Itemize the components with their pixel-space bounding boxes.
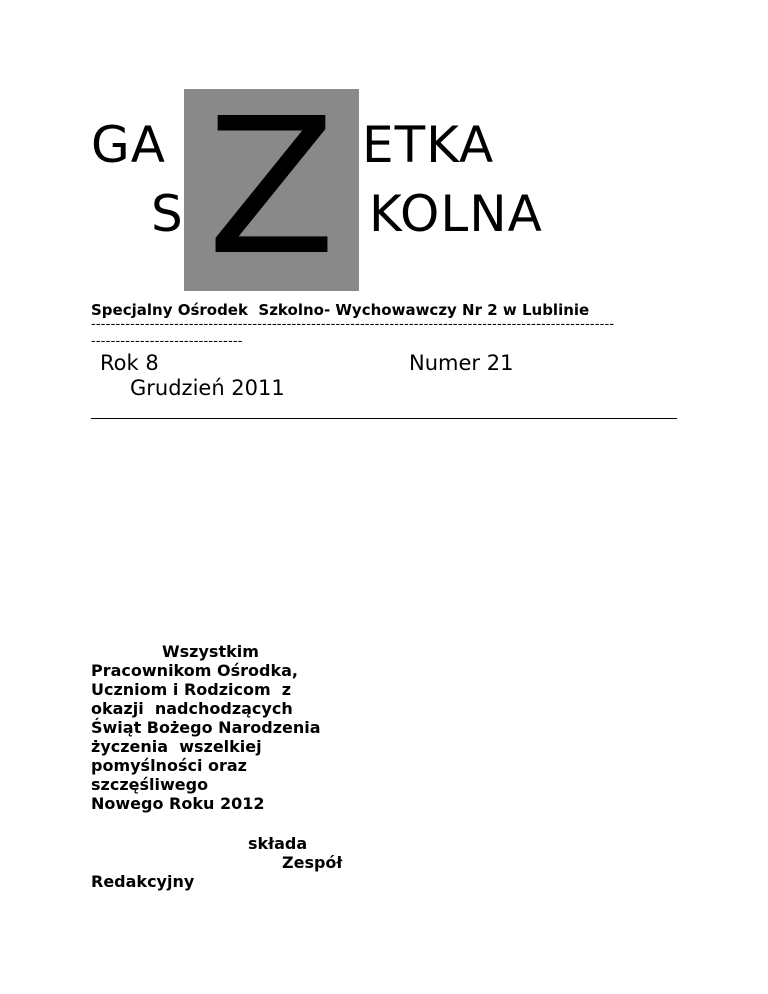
masthead-line1-left: GA xyxy=(91,116,166,174)
issue-number: Numer 21 xyxy=(409,351,514,375)
dashed-separator-line1: ----------------------------------------------------------------------------------------------------------- xyxy=(91,318,615,332)
greeting-line: życzenia wszelkiej xyxy=(91,737,262,756)
dashed-separator-line2: ------------------------------- xyxy=(91,334,243,349)
issue-date: Grudzień 2011 xyxy=(130,376,285,400)
greeting-line: Nowego Roku 2012 xyxy=(91,794,265,813)
masthead-big-letter: Z xyxy=(207,78,336,297)
signature-line3: Redakcyjny xyxy=(91,872,195,891)
greeting-line: Uczniom i Rodzicom z xyxy=(91,680,292,699)
masthead-line2-right: KOLNA xyxy=(369,185,543,243)
greeting-line: pomyślności oraz xyxy=(91,756,247,775)
greeting-line: Pracownikom Ośrodka, xyxy=(91,661,298,680)
signature-line1: składa xyxy=(248,834,308,853)
signature-line2: Zespół xyxy=(282,853,343,872)
masthead-line1-right: ETKA xyxy=(362,116,495,174)
issue-year: Rok 8 xyxy=(100,351,159,375)
masthead-line2-left: S xyxy=(151,185,184,243)
greeting-line: Świąt Bożego Narodzenia xyxy=(91,718,321,737)
horizontal-rule xyxy=(91,418,677,419)
greeting-line: okazji nadchodzących xyxy=(91,699,293,718)
greeting-line: Wszystkim xyxy=(162,642,259,661)
greeting-line: szczęśliwego xyxy=(91,775,209,794)
institution-name: Specjalny Ośrodek Szkolno- Wychowawczy Nr 2 w Lublinie xyxy=(91,301,590,319)
